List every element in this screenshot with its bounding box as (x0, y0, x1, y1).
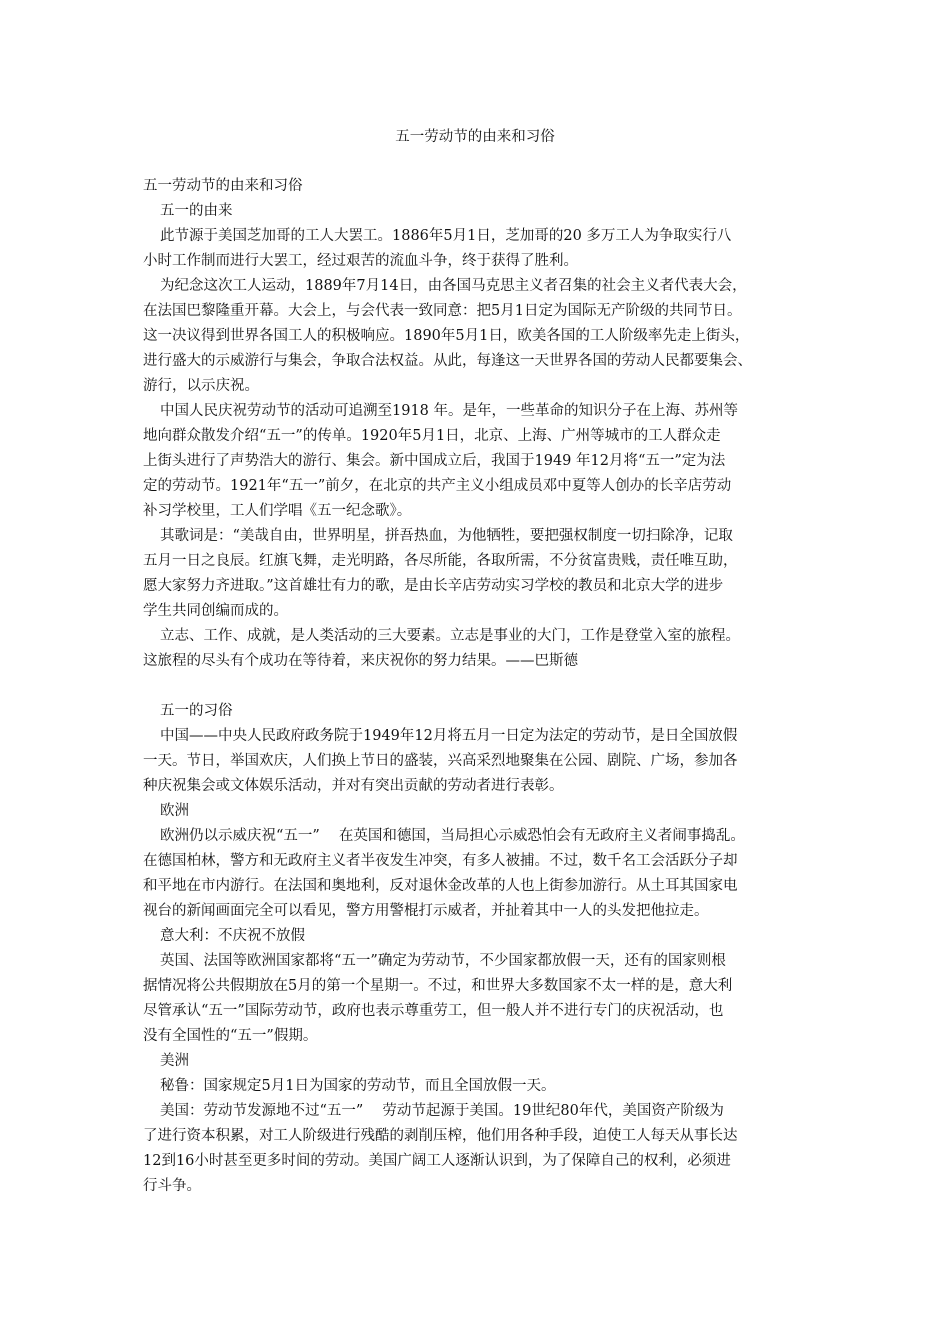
text-line: 了进行资本积累，对工人阶级进行残酷的剥削压榨，他们用各种手段，迫使工人每天从事长达 (143, 1128, 738, 1144)
text-line: 这旅程的尽头有个成功在等待着，来庆祝你的努力结果。——巴斯德 (143, 653, 578, 669)
text-line: 地向群众散发介绍“五一”的传单。1920年5月1日，北京、上海、广州等城市的工人群众走 (143, 428, 721, 444)
text-line: 12到16小时甚至更多时间的劳动。美国广阔工人逐渐认识到，为了保障自己的权利，必须进 (143, 1153, 731, 1169)
text-line: 五月一日之良辰。红旗飞舞，走光明路，各尽所能，各取所需，不分贫富贵贱，责任唯互助， (143, 553, 738, 569)
text-line: 立志、工作、成就，是人类活动的三大要素。立志是事业的大门，工作是登堂入室的旅程。 (160, 628, 740, 644)
text-line: 尽管承认“五一”国际劳动节，政府也表示尊重劳工，但一般人并不进行专门的庆祝活动，也 (143, 1003, 724, 1019)
text-line: 这一决议得到世界各国工人的积极响应。1890年5月1日，欧美各国的工人阶级率先走上街头， (143, 328, 750, 344)
text-line: 欧洲仍以示威庆祝“五一” 在英国和德国，当局担心示威恐怕会有无政府主义者闹事捣乱。 (160, 828, 745, 844)
text-line: 定的劳动节。1921年“五一”前夕，在北京的共产主义小组成员邓中夏等人创办的长辛店劳动 (143, 478, 732, 494)
subheading-italy: 意大利：不庆祝不放假 (160, 928, 305, 944)
text-line: 和平地在市内游行。在法国和奥地利，反对退休金改革的人也上街参加游行。从土耳其国家电 (143, 878, 738, 894)
text-line: 愿大家努力齐进取。”这首雄壮有力的歌，是由长辛店劳动实习学校的教员和北京大学的进步 (143, 578, 724, 594)
text-line: 秘鲁：国家规定5月1日为国家的劳动节，而且全国放假一天。 (160, 1078, 556, 1094)
text-line: 在法国巴黎隆重开幕。大会上，与会代表一致同意：把5月1日定为国际无产阶级的共同节日。 (143, 303, 742, 319)
text-line: 游行，以示庆祝。 (143, 378, 259, 394)
text-line: 补习学校里，工人们学唱《五一纪念歌》。 (143, 503, 412, 519)
text-line: 为纪念这次工人运动，1889年7月14日，由各国马克思主义者召集的社会主义者代表大会， (160, 278, 747, 294)
text-line: 在德国柏林，警方和无政府主义者半夜发生冲突，有多人被捕。不过，数千名工会活跃分子却 (143, 853, 738, 869)
blank-line (143, 674, 819, 699)
text-line: 视台的新闻画面完全可以看见，警方用警棍打示威者，并扯着其中一人的头发把他拉走。 (143, 903, 709, 919)
text-line: 其歌词是：“美哉自由，世界明星，拼吾热血，为他牺牲，要把强权制度一切扫除净，记取 (160, 528, 733, 544)
doc-heading: 五一劳动节的由来和习俗 (143, 178, 303, 194)
text-line: 上街头进行了声势浩大的游行、集会。新中国成立后，我国于1949 年12月将“五一”定为法 (143, 453, 726, 469)
section-heading-customs: 五一的习俗 (160, 703, 233, 719)
text-line: 进行盛大的示威游行与集会，争取合法权益。从此，每逢这一天世界各国的劳动人民都要集会、 (143, 353, 752, 369)
text-line: 小时工作制而进行大罢工，经过艰苦的流血斗争，终于获得了胜利。 (143, 253, 578, 269)
text-line: 英国、法国等欧洲国家都将“五一”确定为劳动节，不少国家都放假一天，还有的国家则根 (160, 953, 726, 969)
text-line: 此节源于美国芝加哥的工人大罢工。1886年5月1日，芝加哥的20 多万工人为争取实行八 (160, 228, 732, 244)
text-line: 中国人民庆祝劳动节的活动可追溯至1918 年。是年，一些革命的知识分子在上海、苏州等 (160, 403, 739, 419)
text-line: 据情况将公共假期放在5月的第一个星期一。不过，和世界大多数国家不太一样的是，意大利 (143, 978, 733, 994)
page-title: 五一劳动节的由来和习俗 (395, 129, 555, 145)
document-body (143, 174, 819, 1199)
text-line: 没有全国性的“五一”假期。 (143, 1028, 318, 1044)
text-line: 学生共同创编而成的。 (143, 603, 288, 619)
subheading-europe: 欧洲 (160, 803, 189, 819)
text-line: 种庆祝集会或文体娱乐活动，并对有突出贡献的劳动者进行表彰。 (143, 778, 564, 794)
text-line: 行斗争。 (143, 1178, 201, 1194)
subheading-americas: 美洲 (160, 1053, 189, 1069)
text-line: 美国：劳动节发源地不过“五一” 劳动节起源于美国。19世纪80年代，美国资产阶级为 (160, 1103, 724, 1119)
text-line: 一天。节日，举国欢庆，人们换上节日的盛装，兴高采烈地聚集在公园、剧院、广场，参加各 (143, 753, 738, 769)
section-heading-origin: 五一的由来 (160, 203, 233, 219)
text-line: 中国——中央人民政府政务院于1949年12月将五月一日定为法定的劳动节，是日全国放假 (160, 728, 738, 744)
